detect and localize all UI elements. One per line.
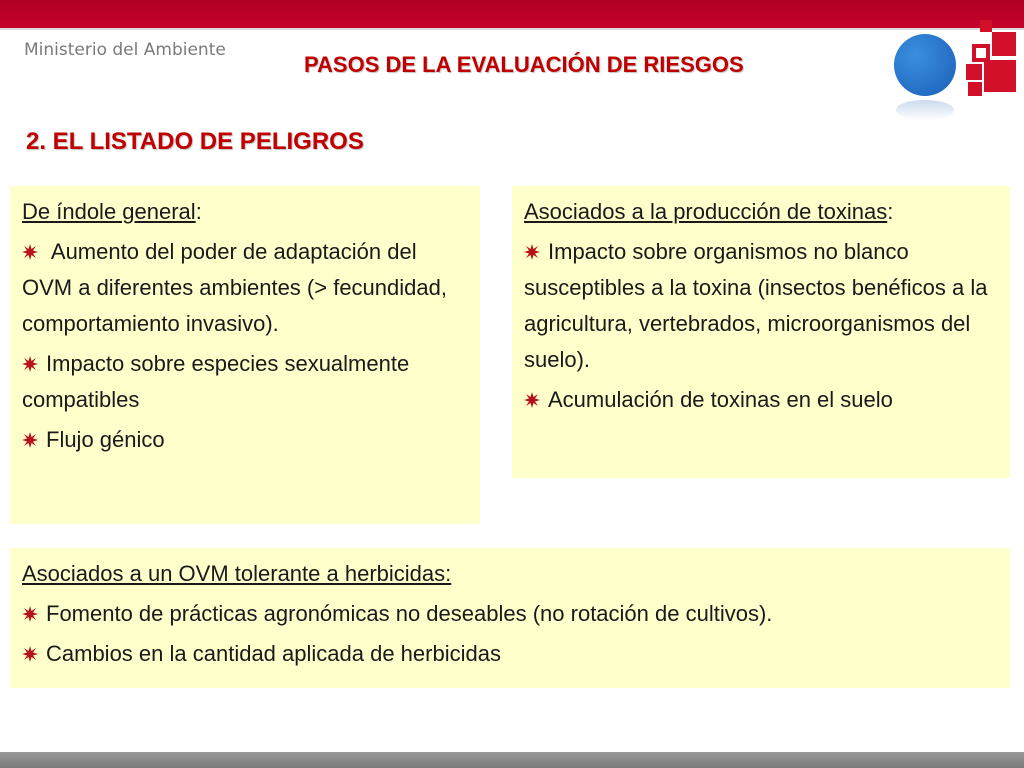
logo-reflection [896, 100, 954, 120]
list-item: Aumento del poder de adaptación del OVM a diferentes ambientes (> fecundidad, comportamiento invasivo). [22, 239, 447, 336]
top-banner [0, 0, 1024, 30]
list-item: Acumulación de toxinas en el suelo [524, 382, 1000, 418]
starburst-bullet-icon [22, 432, 38, 448]
starburst-bullet-icon [22, 646, 38, 662]
logo-square-icon [984, 60, 1016, 92]
herbicide-hazards-box [10, 548, 1010, 688]
list-item: Impacto sobre especies sexualmente compatibles [22, 351, 410, 412]
list-item: Impacto sobre organismos no blanco susceptibles a la toxina (insectos benéficos a la agricultura, vertebrados, microorganismos del suelo). [524, 239, 988, 372]
box-heading: Asociados a un OVM tolerante a herbicidas: [22, 561, 452, 586]
starburst-bullet-icon [22, 356, 38, 372]
section-subtitle: 2. EL LISTADO DE PELIGROS [26, 128, 364, 155]
toxin-hazards-box [512, 186, 1010, 478]
logo-blue-circle-icon [894, 34, 956, 96]
logo-square-icon [980, 20, 992, 32]
box-heading: Asociados a la producción de toxinas: [524, 199, 894, 224]
general-hazards-box [10, 186, 480, 524]
logo-square-icon [992, 32, 1016, 56]
list-item: Fomento de prácticas agronómicas no deseables (no rotación de cultivos). [22, 596, 1000, 632]
starburst-bullet-icon [22, 244, 38, 260]
list-item: Flujo génico [22, 422, 470, 458]
logo-square-icon [968, 82, 982, 96]
list-item: Cambios en la cantidad aplicada de herbicidas [22, 636, 1000, 672]
ministry-logo [888, 18, 1024, 128]
starburst-bullet-icon [524, 392, 540, 408]
starburst-bullet-icon [22, 606, 38, 622]
logo-square-icon [966, 64, 982, 80]
slide-title: PASOS DE LA EVALUACIÓN DE RIESGOS [304, 52, 744, 77]
bottom-bar [0, 752, 1024, 768]
ministry-name: Ministerio del Ambiente [24, 40, 226, 60]
starburst-bullet-icon [524, 244, 540, 260]
box-heading: De índole general: [22, 199, 202, 224]
